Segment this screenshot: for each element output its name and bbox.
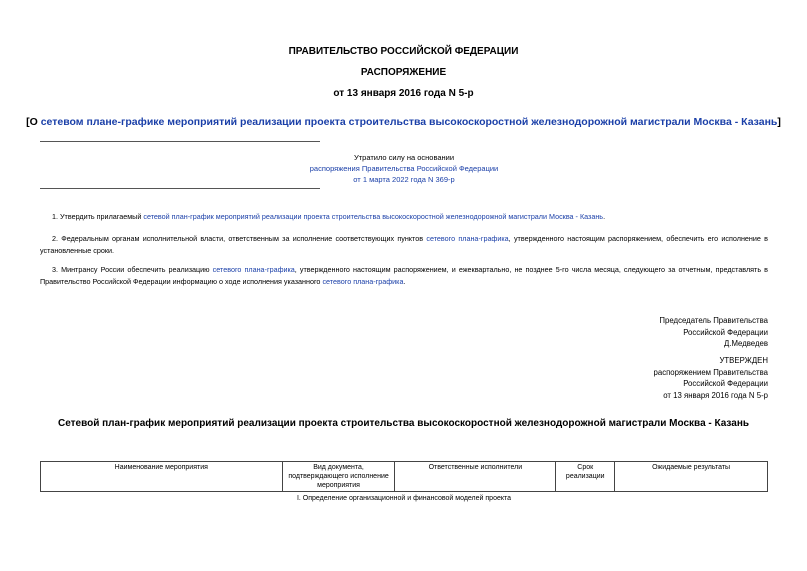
p1-text: 1. Утвердить прилагаемый [52,212,144,221]
col-header-document: Вид документа, подтверждающего исполнение мероприятия [282,462,395,492]
p3-plan-link-1[interactable]: сетевого плана-графика [212,265,295,274]
title-bracket-open: [О [26,116,41,128]
col-header-results: Ожидаемые результаты [615,462,768,492]
approved-block [500,355,768,401]
lost-force-line1: Утратило силу на основании [353,153,455,162]
document-type: РАСПОРЯЖЕНИЕ [360,67,447,78]
approved-line4: от 13 января 2016 года N 5-р [663,390,768,400]
col-header-deadline: Срок реализации [556,462,615,492]
paragraph-1 [40,211,768,223]
approved-line3: Российской Федерации [683,379,768,388]
col-header-activity: Наименование мероприятия [41,462,283,492]
signature-block [500,315,768,350]
document-date-number: от 13 января 2016 года N 5-р [333,88,474,99]
divider-bottom [40,188,320,189]
title-link[interactable]: сетевом плане-графике мероприятий реализации проекта строительства высокоскоростной железнодорожной магистрали Москва - Казань [40,116,778,128]
lost-force-date-link[interactable]: от 1 марта 2022 года N 369-р [353,175,455,184]
table-row [41,492,768,505]
p2-end: , утвержденного настоящим распоряжением, обеспечить его исполнение в установленные сроки. [40,234,768,255]
table-header-row [41,462,768,492]
approved-line1: УТВЕРЖДЕН [719,356,768,365]
approved-line2: распоряжением Правительства [653,367,768,377]
p1-plan-link[interactable]: сетевой план-график мероприятий реализации проекта строительства высокоскоростной железнодорожной магистрали Москва - Казань [143,212,604,221]
document-title [0,116,807,128]
signature-line3: Д.Медведев [724,339,768,348]
p3-text: 3. Минтрансу России обеспечить реализацию [52,265,213,274]
p2-text: 2. Федеральным органам исполнительной власти, ответственным за исполнение соответствующих пунктов [52,234,427,243]
plan-table [40,461,768,504]
p3-end: . [403,276,406,286]
lost-force-link[interactable]: распоряжения Правительства Российской Федерации [309,164,499,173]
signature-line1: Председатель Правительства [659,316,768,325]
lost-force-note [250,152,558,185]
col-header-executors: Ответственные исполнители [395,462,556,492]
plan-title: Сетевой план-график мероприятий реализации проекта строительства высокоскоростной железнодорожной магистрали Москва - Казань [57,418,750,429]
paragraph-2 [40,233,768,256]
p1-end: . [603,212,606,221]
paragraph-3 [40,264,768,287]
section-heading: I. Определение организационной и финансовой моделей проекта [41,492,768,505]
divider-top [40,141,320,142]
p3-plan-link-2[interactable]: сетевого плана-графика [322,276,404,286]
government-name: ПРАВИТЕЛЬСТВО РОССИЙСКОЙ ФЕДЕРАЦИИ [288,46,519,57]
signature-line2: Российской Федерации [683,327,768,337]
p2-plan-link[interactable]: сетевого плана-графика [426,234,509,243]
p3-middle: , утвержденного настоящим распоряжением, и ежеквартально, не позднее 5-го числа месяца, следующего за отчетным, представлять в Правительство Российской Федерации информацию о ходе исполнения указанного [40,265,768,286]
title-bracket-close: ] [777,116,781,128]
